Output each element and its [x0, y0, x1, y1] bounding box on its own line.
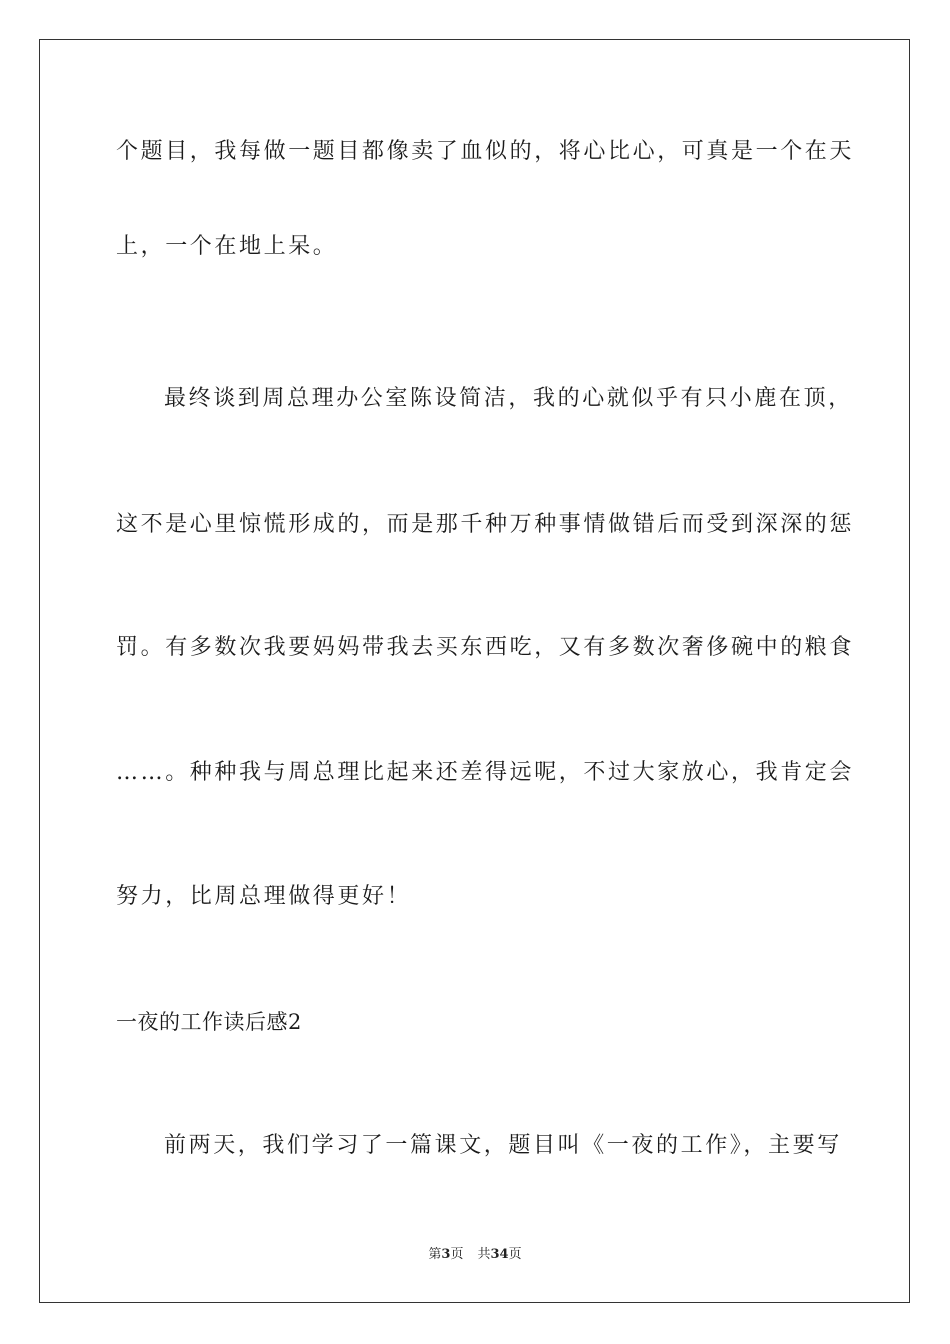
text-line-2: 上，一个在地上呆。 [116, 234, 338, 259]
text-line-1: 个题目，我每做一题目都像卖了血似的，将心比心，可真是一个在天 [116, 139, 855, 164]
text-line-9: 前两天，我们学习了一篇课文，题目叫《一夜的工作》，主要写 [164, 1133, 842, 1158]
text-line-3: 最终谈到周总理办公室陈设简洁，我的心就似乎有只小鹿在顶， [164, 386, 853, 411]
total-prefix: 共 [477, 1247, 491, 1262]
text-line-6: ……。种种我与周总理比起来还差得远呢，不过大家放心，我肯定会 [116, 760, 855, 785]
page-border [39, 39, 910, 1303]
page-suffix: 页 [450, 1247, 464, 1262]
total-pages: 34 [490, 1247, 509, 1262]
text-line-5: 罚。有多数次我要妈妈带我去买东西吃，又有多数次奢侈碗中的粮食 [116, 635, 855, 660]
page-prefix: 第 [428, 1247, 442, 1262]
page-number: 3 [441, 1247, 451, 1262]
section-heading: 一夜的工作读后感2 [116, 1010, 302, 1034]
total-suffix: 页 [508, 1247, 522, 1262]
text-line-4: 这不是心里惊慌形成的，而是那千种万种事情做错后而受到深深的惩 [116, 512, 855, 537]
page-footer [0, 1246, 950, 1264]
text-line-7: 努力，比周总理做得更好！ [116, 884, 412, 909]
